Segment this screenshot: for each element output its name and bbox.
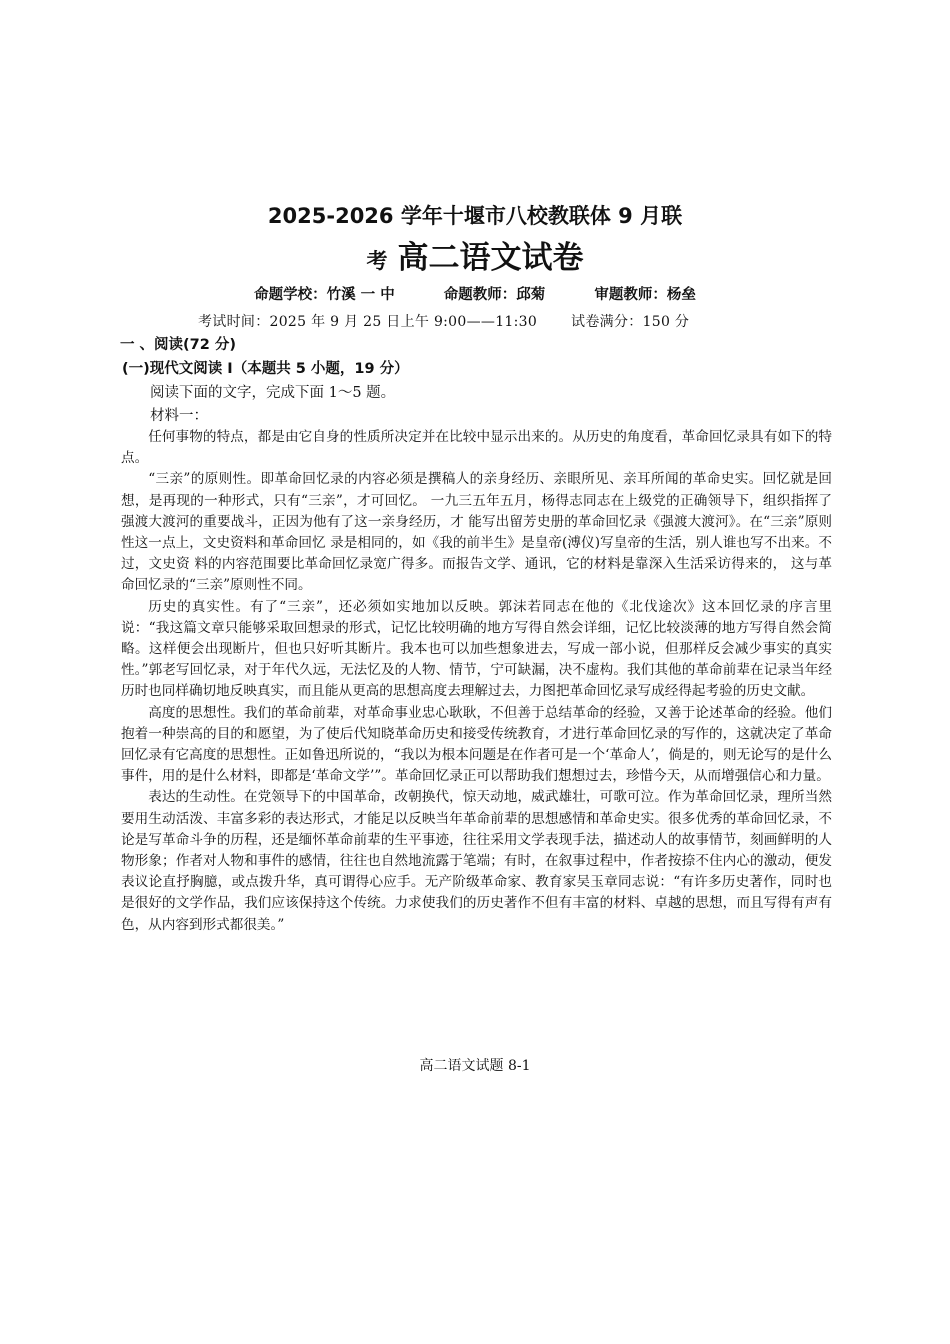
exam-title-line1: 2025-2026 学年十堰市八校教联体 9 月联: [267, 204, 683, 228]
exam-title-suffix: 考: [366, 249, 388, 273]
paragraph: 高度的思想性。我们的革命前辈，对革命事业忠心耿耿，不但善于总结革命的经验，又善于论述革命的经验。他们抱着一种崇高的目的和愿望，为了使后代知晓革命历史和接受传统教育，才进行革命回忆录的写作的，这就决定了革命回忆录有它高度的思想性。正如鲁迅所说的，“我以为根本问题是在作者可是一个‘革命人’，倘是的，则无论写的是什么事件，用的是什么材料，即都是‘革命文学’”。革命回忆录正可以帮助我们想想过去，珍惜今天，从而增强信心和力量。: [121, 704, 832, 785]
paragraph: 历史的真实性。有了“三亲”，还必须如实地加以反映。郭沫若同志在他的《北伐途次》这本回忆录的序言里说：“我这篇文章只能够采取回想录的形式，记忆比较明确的地方写得自然会详细，记忆比较淡薄的地方写得自然会简略。这样便会出现断片，但也只好听其断片。我本也可以加些想象进去，写成一部小说，但那样反会减少事实的真实性。”郭老写回忆录，对于年代久远，无法忆及的人物、情节，宁可缺漏，决不虚构。我们其他的革命前辈在记录当年经历时也同样确切地反映真实，而且能从更高的思想高度去理解过去，力图把革命回忆录写成经得起考验的历史文献。: [121, 598, 832, 700]
exam-subject-title: 高二语文试卷: [397, 240, 584, 276]
material-body: [121, 427, 832, 936]
paragraph: “三亲”的原则性。即革命回忆录的内容必须是撰稿人的亲身经历、亲眼所见、亲耳所闻的革命史实。回忆就是回想，是再现的一种形式，只有“三亲”，才可回忆。 一九三五年五月，杨得志同志在上级党的正确领导下，组织指挥了强渡大渡河的重要战斗，正因为他有了这一亲身经历，才 能写出留芳史册的革命回忆录《强渡大渡河》。在“三亲”原则性这一点上，文史资料和革命回忆 录是相同的，如《我的前半生》是皇帝(溥仪)写皇帝的生活，别人谁也写不出来。不过，文史资 料的内容范围要比革命回忆录宽广得多。而报告文学、通讯，它的材料是靠深入生活采访得来的， 这与革命回忆录的“三亲”原则性不同。: [121, 471, 832, 594]
full-score: 试卷满分：150 分: [571, 314, 690, 330]
exam-info: [198, 311, 689, 331]
paragraph: 任何事物的特点，都是由它自身的性质所决定并在比较中显示出来的。从历史的角度看，革命回忆录具有如下的特点。: [121, 429, 832, 467]
setting-school: 命题学校：竹溪 一 中: [254, 287, 395, 303]
setting-teacher: 命题教师：邱菊: [443, 287, 546, 303]
section-title: 一 、阅读(72 分): [120, 337, 237, 353]
material-label: 材料一：: [150, 408, 208, 424]
subsection-title: (一)现代文阅读 I（本题共 5 小题，19 分）: [122, 361, 409, 377]
exam-title-line2: [0, 232, 950, 277]
paragraph: 表达的生动性。在党领导下的中国革命，改朝换代，惊天动地，威武雄壮，可歌可泣。作为革命回忆录，理所当然要用生动活泼、丰富多彩的表达形式，才能足以反映当年革命前辈的思想感情和革命史实。很多优秀的革命回忆录，不论是写革命斗争的历程，还是缅怀革命前辈的生平事迹，往往采用文学表现手法，描述动人的故事情节，刻画鲜明的人物形象；作者对人物和事件的感情，往往也自然地流露于笔端；有时，在叙事过程中，作者按捺不住内心的激动，便发表议论直抒胸臆，或点拨升华，真可谓得心应手。无产阶级革命家、教育家吴玉章同志说：“有许多历史著作，同时也是很好的文学作品，我们应该保持这个传统。力求使我们的历史著作不但有丰富的材料、卓越的思想，而且写得有声有色，从内容到形式都很美。”: [121, 789, 832, 933]
reviewing-teacher: 审题教师：杨垒: [594, 287, 696, 303]
exam-time: 考试时间：2025 年 9 月 25 日上午 9:00——11:30: [198, 314, 538, 330]
exam-authors: [0, 283, 950, 304]
page-footer: 高二语文试题 8-1: [419, 1058, 531, 1074]
reading-instruction: 阅读下面的文字，完成下面 1～5 题。: [150, 385, 396, 401]
